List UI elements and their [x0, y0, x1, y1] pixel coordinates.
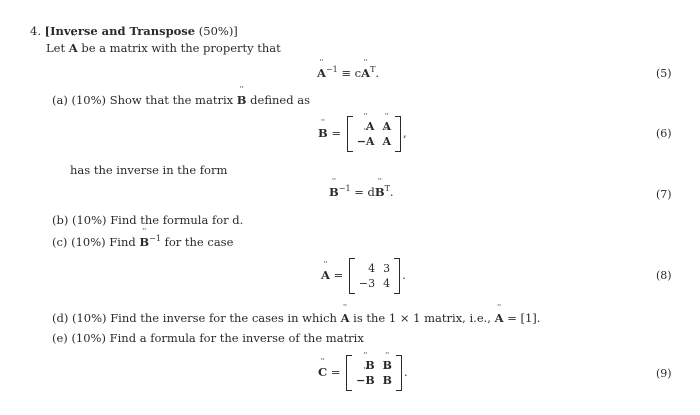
matrix-9	[346, 355, 402, 391]
equation-5: ¨ $A^{-1}$ ≡ c¨ $A^T$.	[317, 65, 379, 80]
matrix-cell: 4	[368, 262, 376, 275]
part-b: (b) (10%) Find the formula for d.	[52, 213, 244, 227]
matrix-A-symbol: ¨ A	[69, 41, 78, 55]
matrix-cell: ¨ −B	[356, 374, 375, 387]
matrix-cell: ¨ A	[382, 135, 391, 148]
equation-number-7: (7)	[656, 188, 672, 201]
matrix-cell: ¨ −A	[357, 135, 375, 148]
problem-intro: Let ¨ A be a matrix with the property that	[46, 41, 281, 55]
equation-number-5: (5)	[656, 67, 672, 80]
problem-weight: (50%)]	[198, 24, 238, 38]
part-e: (e) (10%) Find a formula for the inverse of the matrix	[52, 331, 364, 345]
matrix-cell: ¨ B	[356, 359, 375, 372]
equation-number-6: (6)	[656, 127, 672, 140]
matrix-cell: ¨ A	[357, 120, 375, 133]
matrix-8	[349, 258, 400, 294]
matrix-cell: ¨ A	[382, 120, 391, 133]
part-a: (a) (10%) Show that the matrix ¨ B defined as	[52, 93, 310, 107]
problem-title: [Inverse and Transpose	[44, 24, 196, 38]
matrix-cell: ¨ B	[383, 374, 392, 387]
matrix-cell: 3	[383, 262, 391, 275]
equation-6: ¨ B = ¨ A ¨ A ¨ −A ¨ A ,	[318, 116, 407, 152]
matrix-B-symbol: ¨ B	[237, 93, 247, 107]
equation-number-9: (9)	[656, 367, 672, 380]
part-d: (d) (10%) Find the inverse for the cases in which ¨ A is the 1 × 1 matrix, i.e., ¨ A = [1].	[52, 311, 540, 325]
problem-number: 4.	[30, 24, 41, 38]
matrix-cell: 4	[383, 277, 391, 290]
equation-number-8: (8)	[656, 269, 672, 282]
matrix-6	[347, 116, 401, 152]
problem-header	[30, 24, 238, 38]
body-text: has the inverse in the form	[70, 163, 228, 177]
equation-8: ¨ A = 4 3 −3 4 .	[321, 258, 406, 294]
equation-7: ¨ $B^{-1}$ = d¨ $B^T$.	[329, 184, 394, 199]
equation-9: ¨ C = ¨ B ¨ B ¨ −B ¨ B .	[318, 355, 408, 391]
matrix-cell: ¨ B	[383, 359, 392, 372]
matrix-cell: −3	[358, 277, 376, 290]
part-c: (c) (10%) Find ¨ $B^{-1}$ for the case	[52, 234, 233, 249]
